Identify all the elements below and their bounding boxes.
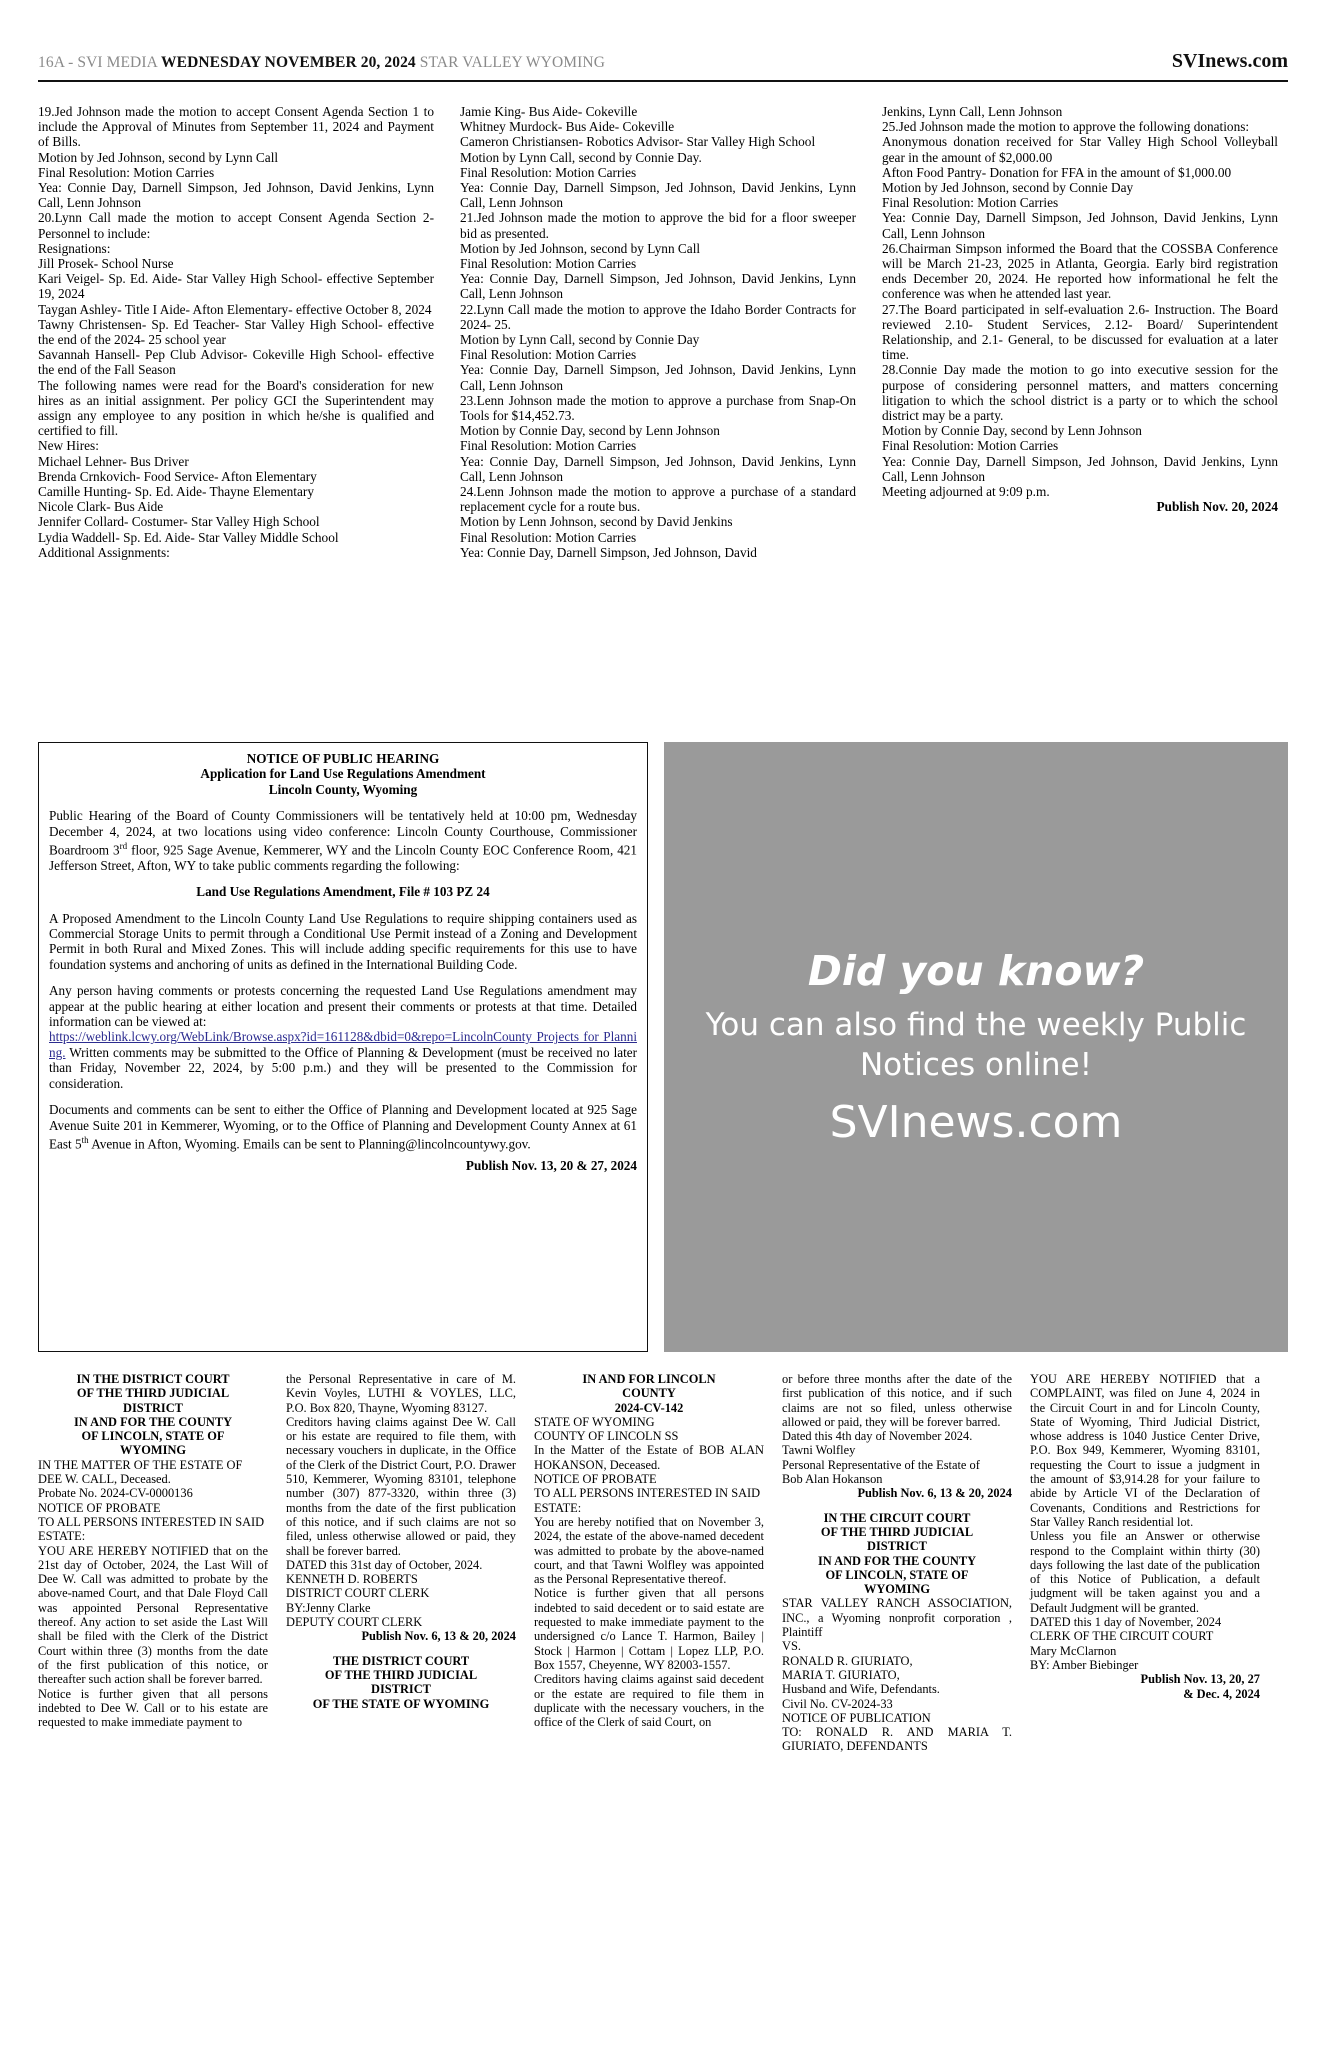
- paragraph: 23.Lenn Johnson made the motion to approve a purchase from Snap-On Tools for $14,452.73.: [460, 392, 856, 424]
- paragraph: Savannah Hansell- Pep Club Advisor- Cokeville High School- effective the end of the Fall Season: [38, 347, 434, 378]
- notice-text: KENNETH D. ROBERTS: [286, 1572, 418, 1587]
- paragraph: Motion by Jed Johnson, second by Connie Day: [882, 180, 1134, 196]
- paragraph: Michael Lehner- Bus Driver: [38, 453, 189, 469]
- notice-text: VS.: [782, 1639, 801, 1654]
- notice-heading: WYOMING: [863, 1582, 931, 1597]
- masthead: [38, 50, 1288, 76]
- bottom-column-5: [1030, 1372, 1260, 2022]
- paragraph: Whitney Murdock- Bus Aide- Cokeville: [460, 119, 675, 135]
- notice-text: Mary McClarnon: [1030, 1643, 1117, 1658]
- paragraph: Taygan Ashley- Title I Aide- Afton Elementary- effective October 8, 2024: [38, 301, 432, 317]
- notice-heading: IN THE DISTRICT COURT: [76, 1372, 230, 1386]
- publication-name: STAR VALLEY WYOMING: [415, 54, 605, 71]
- notice-paragraph-1: [49, 808, 637, 873]
- paragraph: Motion by Lynn Call, second by Connie Day: [460, 332, 700, 348]
- notice-text: Husband and Wife, Defendants.: [782, 1682, 940, 1697]
- paragraph: Motion by Jed Johnson, second by Lynn Call: [38, 149, 279, 165]
- public-hearing-notice: [38, 742, 648, 1352]
- notice-p5-a: Documents and comments can be sent to either the Office of Planning and Development located at 925 Sage Avenue Suite 201 in Kemmerer, Wyoming, or to the Office of Planning and Development County Annex at 61 East 5: [49, 1102, 637, 1152]
- notice-heading: THE DISTRICT COURT: [332, 1653, 470, 1668]
- notice-text: MARIA T. GIURIATO,: [782, 1667, 900, 1682]
- notice-text: STAR VALLEY RANCH ASSOCIATION, INC., a Wyoming nonprofit corporation , Plaintiff: [782, 1596, 1012, 1640]
- paragraph: Final Resolution: Motion Carries: [882, 195, 1059, 211]
- paragraph: New Hires:: [38, 438, 99, 454]
- notice-text: Creditors having claims against said decedent or the estate are required to file them in duplicate with the necessary vouchers, in the office of the Clerk of said Court, on: [534, 1672, 764, 1730]
- paragraph: 24.Lenn Johnson made the motion to approve a purchase of a standard replacement cycle for a route bus.: [460, 484, 856, 515]
- notice-paragraph-4: [49, 1029, 637, 1091]
- notice-publish-date: Publish Nov. 13, 20 & 27, 2024: [465, 1157, 637, 1173]
- notice-heading: OF LINCOLN, STATE OF: [825, 1567, 969, 1582]
- paragraph: Yea: Connie Day, Darnell Simpson, Jed Johnson, David Jenkins, Lynn Call, Lenn Johnson: [460, 271, 856, 302]
- notice-p1-a: Public Hearing of the Board of County Commissioners will be tentatively held at 10:00 pm, Wednesday December 4, 2024, at two locations using video conference: Lincoln County Courthouse, Commissioner Boardroom 3: [49, 808, 637, 858]
- paragraph: Motion by Lenn Johnson, second by David Jenkins: [460, 514, 733, 530]
- paragraph: Final Resolution: Motion Carries: [460, 256, 637, 272]
- notice-heading: IN THE CIRCUIT COURT: [823, 1510, 971, 1525]
- paragraph: Motion by Connie Day, second by Lenn Johnson: [882, 423, 1142, 439]
- notice-text: DEPUTY COURT CLERK: [286, 1615, 423, 1630]
- notice-text: Probate No. 2024-CV-0000136: [38, 1486, 193, 1501]
- notice-text: BY: Amber Biebinger: [1030, 1657, 1139, 1672]
- paragraph: Resignations:: [38, 240, 111, 256]
- notice-heading: OF LINCOLN, STATE OF: [81, 1429, 225, 1444]
- top-column-3: [882, 104, 1278, 724]
- paragraph: 19.Jed Johnson made the motion to accept Consent Agenda Section 1 to include the Approval of Minutes from September 11, 2024 and Payment of Bills.: [38, 104, 434, 150]
- top-column-2: [460, 104, 856, 724]
- issue-date: WEDNESDAY NOVEMBER 20, 2024: [161, 54, 416, 71]
- paragraph: Kari Veigel- Sp. Ed. Aide- Star Valley High School- effective September 19, 2024: [38, 271, 434, 302]
- ad-subheadline: You can also find the weekly Public Notices online!: [705, 1006, 1247, 1083]
- notice-heading: IN AND FOR LINCOLN: [582, 1372, 716, 1386]
- notice-text: DATED this 1 day of November, 2024: [1030, 1615, 1222, 1630]
- masthead-website: SVInews.com: [1171, 50, 1288, 72]
- paragraph: 28.Connie Day made the motion to go into executive session for the purpose of considering personnel matters, and matters concerning litigation to which the school district is a party or to which the school district may be a party.: [882, 362, 1278, 424]
- publish-date: & Dec. 4, 2024: [1183, 1686, 1260, 1701]
- paragraph: Yea: Connie Day, Darnell Simpson, Jed Johnson, David Jenkins, Lynn Call, Lenn Johnson: [38, 180, 434, 211]
- publish-date: Publish Nov. 6, 13 & 20, 2024: [857, 1486, 1012, 1501]
- ordinal-superscript: rd: [119, 841, 128, 852]
- notice-heading: DISTRICT: [123, 1400, 183, 1415]
- notice-text: In the Matter of the Estate of BOB ALAN HOKANSON, Deceased.: [534, 1443, 764, 1472]
- notice-text: Bob Alan Hokanson: [782, 1472, 883, 1487]
- notice-heading: WYOMING: [119, 1443, 187, 1458]
- notice-text: You are hereby notified that on November 3, 2024, the estate of the above-named decedent was admitted to probate by the above-named court, and that Tawni Wolfley was appointed as the Personal Representative thereof.: [534, 1514, 764, 1587]
- notice-heading: DISTRICT: [371, 1682, 431, 1697]
- paragraph: Meeting adjourned at 9:09 p.m.: [882, 484, 1050, 500]
- paragraph: 21.Jed Johnson made the motion to approve the bid for a floor sweeper bid as presented.: [460, 210, 856, 241]
- paragraph: Jill Prosek- School Nurse: [38, 256, 174, 272]
- notice-text: CLERK OF THE CIRCUIT COURT: [1030, 1629, 1214, 1644]
- notice-heading: OF THE STATE OF WYOMING: [312, 1696, 490, 1711]
- paragraph: Final Resolution: Motion Carries: [460, 347, 637, 363]
- bottom-column-3: [534, 1372, 764, 2022]
- paragraph: Nicole Clark- Bus Aide: [38, 499, 164, 515]
- notice-text: YOU ARE HEREBY NOTIFIED that on the 21st day of October, 2024, the Last Will of Dee W. Call was admitted to probate by the above-named Court, and that Dale Floyd Call was appointed Personal Representative thereof. Any action to set aside the Last Will shall be filed with the Clerk of the District Court within three (3) months from the date of the first publication of this notice, or thereafter such action shall be forever barred.: [38, 1543, 268, 1687]
- paragraph: Camille Hunting- Sp. Ed. Aide- Thayne Elementary: [38, 484, 314, 500]
- notice-text: Tawni Wolfley: [782, 1443, 856, 1458]
- publish-date: Publish Nov. 20, 2024: [1156, 499, 1278, 515]
- notice-title-1: NOTICE OF PUBLIC HEARING: [246, 751, 440, 766]
- spacer: [286, 1644, 516, 1654]
- paragraph: Jamie King- Bus Aide- Cokeville: [460, 104, 638, 119]
- notice-p4-text: Written comments may be submitted to the Office of Planning & Development (must be received no later than Friday, November 22, 2024, by 5:00 p.m.) and they will be presented to the Commission for consideration.: [49, 1044, 637, 1091]
- notice-text: BY:Jenny Clarke: [286, 1600, 371, 1615]
- paragraph: Brenda Crnkovich- Food Service- Afton Elementary: [38, 468, 317, 484]
- notice-heading: IN AND FOR THE COUNTY: [817, 1553, 977, 1568]
- paragraph: Final Resolution: Motion Carries: [38, 164, 215, 180]
- header-rule: [38, 80, 1288, 82]
- page-label: 16A - SVI MEDIA: [38, 54, 162, 71]
- paragraph: 26.Chairman Simpson informed the Board that the COSSBA Conference will be March 21-23, 2025 in Atlanta, Georgia. Early bird registration ends December 20, 2024. He reported how informational he felt the conference was when he attended last year.: [882, 240, 1278, 302]
- top-column-1: [38, 104, 434, 724]
- paragraph: 25.Jed Johnson made the motion to approve the following donations:: [882, 119, 1250, 135]
- notice-text: Notice is further given that all persons indebted to Dee W. Call or to his estate are requested to make immediate payment to: [38, 1686, 268, 1730]
- notice-text: TO ALL PERSONS INTERESTED IN SAID ESTATE:: [534, 1486, 761, 1515]
- ad-headline: Did you know?: [807, 946, 1145, 995]
- notice-paragraph-5: [49, 1102, 637, 1152]
- masthead-left: [38, 54, 605, 72]
- paragraph: 22.Lynn Call made the motion to approve the Idaho Border Contracts for 2024- 25.: [460, 301, 856, 332]
- notice-title-2: Application for Land Use Regulations Amendment: [200, 766, 486, 782]
- notice-p5-b: Avenue in Afton, Wyoming. Emails can be sent to Planning@lincolncountywy.gov.: [88, 1136, 531, 1152]
- notice-text: YOU ARE HEREBY NOTIFIED that a COMPLAINT, was filed on June 4, 2024 in the Circuit Court in and for Lincoln County, State of Wyoming, Third Judicial District, whose address is 1040 Justice Center Drive, P.O. Box 949, Kemmerer, Wyoming 83101, requesting the Court to issue a judgment in the amount of $3,914.28 for your failure to abide by Article VI of the Declaration of Covenants, Conditions and Restrictions for Star Valley Ranch residential lot.: [1030, 1372, 1260, 1529]
- paragraph: Jenkins, Lynn Call, Lenn Johnson: [882, 104, 1063, 119]
- bottom-columns: [38, 1372, 1288, 2022]
- bottom-column-1: [38, 1372, 268, 2022]
- paragraph: Lydia Waddell- Sp. Ed. Aide- Star Valley Middle School: [38, 529, 339, 545]
- paragraph: Yea: Connie Day, Darnell Simpson, Jed Johnson, David Jenkins, Lynn Call, Lenn Johnson: [882, 453, 1278, 484]
- notice-paragraph-2: A Proposed Amendment to the Lincoln County Land Use Regulations to require shipping containers used as Commercial Storage Units to permit through a Conditional Use Permit instead of a Zoning and Development Permit in both Rural and Mixed Zones. This will include adding specific requirements for this use to have foundation systems and anchoring of units as defined in the International Building Code.: [49, 910, 637, 972]
- paragraph: Final Resolution: Motion Carries: [460, 438, 637, 454]
- top-columns: [38, 104, 1288, 724]
- house-ad: [664, 742, 1288, 1352]
- notice-text: TO ALL PERSONS INTERESTED IN SAID ESTATE:: [38, 1514, 265, 1544]
- paragraph: Yea: Connie Day, Darnell Simpson, Jed Johnson, David Jenkins, Lynn Call, Lenn Johnson: [460, 362, 856, 393]
- notice-text: Dated this 4th day of November 2024.: [782, 1429, 973, 1444]
- paragraph: Yea: Connie Day, Darnell Simpson, Jed Johnson, David Jenkins, Lynn Call, Lenn Johnson: [882, 210, 1278, 241]
- notice-text: DATED this 31st day of October, 2024.: [286, 1557, 483, 1572]
- notice-text: Civil No. CV-2024-33: [782, 1696, 893, 1711]
- publish-date: Publish Nov. 6, 13 & 20, 2024: [361, 1629, 516, 1644]
- ordinal-superscript: th: [81, 1134, 89, 1145]
- ad-website: SVInews.com: [829, 1096, 1123, 1148]
- notice-paragraph-3: Any person having comments or protests concerning the requested Land Use Regulations amendment may appear at the public hearing at either location and present their comments or protests at that time. Detailed information can be viewed at:: [49, 983, 637, 1030]
- notice-heading: 2024-CV-142: [614, 1400, 684, 1415]
- notice-text: IN THE MATTER OF THE ESTATE OF DEE W. CALL, Deceased.: [38, 1457, 243, 1487]
- notice-text: COUNTY OF LINCOLN SS: [534, 1429, 679, 1444]
- notice-heading: COUNTY: [622, 1386, 676, 1401]
- publish-date: Publish Nov. 13, 20, 27: [1140, 1672, 1260, 1687]
- paragraph: 27.The Board participated in self-evaluation 2.6- Instruction. The Board reviewed 2.10- Student Services, 2.12- Board/ Superintendent Relationship, and 2.1- General, to be discussed for evaluation at a later time.: [882, 301, 1278, 363]
- notice-text: Personal Representative of the Estate of: [782, 1457, 980, 1472]
- paragraph: Tawny Christensen- Sp. Ed Teacher- Star Valley High School- effective the end of the 2024- 25 school year: [38, 316, 434, 348]
- notice-heading: OF THE THIRD JUDICIAL: [76, 1386, 230, 1401]
- notice-text: the Personal Representative in care of M. Kevin Voyles, LUTHI & VOYLES, LLC, P.O. Box 820, Thayne, Wyoming 83127.: [286, 1372, 516, 1415]
- notice-text: Notice is further given that all persons indebted to said decedent or to said estate are requested to make immediate payment to the undersigned c/o Lance T. Harmon, Bailey | Stock | Harmon | Cottam | Lopez LLP, P.O. Box 1557, Cheyenne, WY 82003-1557.: [534, 1586, 764, 1672]
- notice-text: DISTRICT COURT CLERK: [286, 1586, 430, 1601]
- paragraph: Afton Food Pantry- Donation for FFA in the amount of $1,000.00: [882, 164, 1232, 180]
- notice-text: NOTICE OF PROBATE: [534, 1472, 657, 1487]
- notice-text: Creditors having claims against Dee W. Call or his estate are required to file them, with necessary vouchers in duplicate, in the Office of the Clerk of the District Court, P.O. Drawer 510, Kemmerer, Wyoming 83101, telephone number (307) 877-3320, within three (3) months from the date of the first publication of this notice, and if such claims are not so filed, unless otherwise allowed or paid, they shall be forever barred.: [286, 1414, 516, 1558]
- notice-heading: OF THE THIRD JUDICIAL: [324, 1667, 478, 1682]
- paragraph: Additional Assignments:: [38, 544, 170, 560]
- paragraph: Yea: Connie Day, Darnell Simpson, Jed Johnson, David: [460, 544, 757, 560]
- paragraph: Final Resolution: Motion Carries: [460, 164, 637, 180]
- notice-heading: OF THE THIRD JUDICIAL: [820, 1524, 974, 1539]
- paragraph: 20.Lynn Call made the motion to accept Consent Agenda Section 2- Personnel to include:: [38, 210, 434, 241]
- notice-text: RONALD R. GIURIATO,: [782, 1653, 913, 1668]
- paragraph: Motion by Lynn Call, second by Connie Day.: [460, 149, 702, 165]
- notice-text: STATE OF WYOMING: [534, 1414, 655, 1429]
- notice-link[interactable]: https://weblink.lcwy.org/WebLink/Browse.aspx?id=161128&dbid=0&repo=LincolnCounty Projects for Planning.: [49, 1029, 637, 1060]
- bottom-column-2: [286, 1372, 516, 2022]
- notice-text: TO: RONALD R. AND MARIA T. GIURIATO, DEFENDANTS: [782, 1725, 1012, 1754]
- paragraph: Motion by Jed Johnson, second by Lynn Call: [460, 240, 701, 256]
- paragraph: Cameron Christiansen- Robotics Advisor- Star Valley High School: [460, 134, 816, 150]
- paragraph: Jennifer Collard- Costumer- Star Valley High School: [38, 514, 320, 530]
- notice-text: or before three months after the date of the first publication of this notice, and if such claims are not so filed, unless otherwise allowed or paid, they will be forever barred.: [782, 1372, 1012, 1429]
- notice-heading: IN AND FOR THE COUNTY: [73, 1414, 233, 1429]
- notice-text: Unless you file an Answer or otherwise respond to the Complaint within thirty (30) days following the last date of the publication of this Notice of Publication, a default judgment will be taken against you and a Default Judgment will be granted.: [1030, 1529, 1260, 1615]
- notice-text: NOTICE OF PROBATE: [38, 1500, 161, 1515]
- paragraph: The following names were read for the Board's consideration for new hires as an initial assignment. Per policy GCI the Superintendent may assign any employee to any position in which he/she is qualified and certified to fill.: [38, 377, 434, 439]
- paragraph: Final Resolution: Motion Carries: [460, 529, 637, 545]
- bottom-column-4: [782, 1372, 1012, 2022]
- notice-heading: DISTRICT: [867, 1539, 927, 1554]
- notice-title-3: Lincoln County, Wyoming: [268, 781, 418, 797]
- paragraph: Anonymous donation received for Star Valley High School Volleyball gear in the amount of $2,000.00: [882, 134, 1278, 165]
- paragraph: Final Resolution: Motion Carries: [882, 438, 1059, 454]
- paragraph: Yea: Connie Day, Darnell Simpson, Jed Johnson, David Jenkins, Lynn Call, Lenn Johnson: [460, 453, 856, 484]
- paragraph: Motion by Connie Day, second by Lenn Johnson: [460, 423, 720, 439]
- paragraph: Yea: Connie Day, Darnell Simpson, Jed Johnson, David Jenkins, Lynn Call, Lenn Johnson: [460, 180, 856, 211]
- spacer: [782, 1501, 1012, 1511]
- notice-text: NOTICE OF PUBLICATION: [782, 1710, 931, 1725]
- notice-heading-2: Land Use Regulations Amendment, File # 103 PZ 24: [196, 884, 490, 900]
- notice-p1-b: floor, 925 Sage Avenue, Kemmerer, WY and the Lincoln County EOC Conference Room, 421 Jefferson Street, Afton, WY to take public comments regarding the following:: [49, 842, 637, 873]
